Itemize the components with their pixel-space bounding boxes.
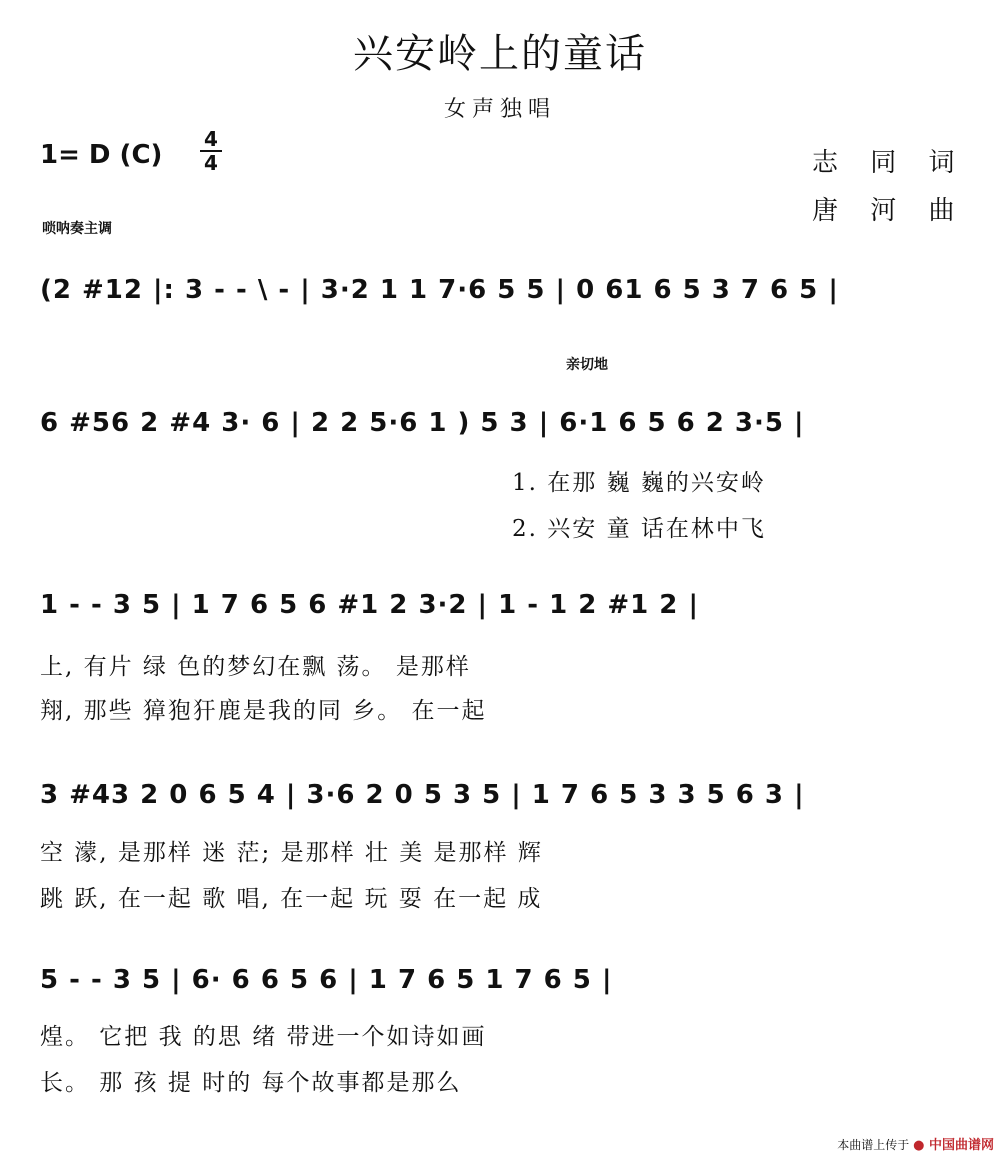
instrument-note: 唢呐奏主调: [42, 221, 112, 237]
lyric-line-5-verse-2: 长。 那 孩 提 时的 每个故事都是那么: [40, 1070, 462, 1096]
meter-bottom: 4: [200, 150, 222, 174]
score-line-1: (2 #12 |: 3 - - \ - | 3·2 1 1 7·6 5 5 | 0 61 6 5 3 7 6 5 |: [40, 275, 839, 305]
expression-mark: 亲切地: [566, 357, 608, 373]
time-signature: [200, 128, 222, 174]
site-logo[interactable]: ● 中国曲谱网: [913, 1138, 994, 1153]
lyric-line-4-verse-1: 空 濛, 是那样 迷 茫; 是那样 壮 美 是那样 辉: [40, 840, 543, 866]
key-signature: 1= D (C): [40, 140, 163, 170]
lyricist-credit: 志 同 词: [812, 148, 967, 178]
lyric-line-4-verse-2: 跳 跃, 在一起 歌 唱, 在一起 玩 耍 在一起 成: [40, 886, 543, 912]
lyric-line-3-verse-1: 上, 有片 绿 色的梦幻在飘 荡。 是那样: [40, 654, 471, 680]
score-line-2: 6 #56 2 #4 3· 6 | 2 2 5·6 1 ) 5 3 | 6·1 6 5 6 2 3·5 |: [40, 408, 805, 438]
footer-site-name: 中国曲谱网: [928, 1138, 994, 1153]
song-title: 兴安岭上的童话: [353, 31, 647, 77]
composer-credit: 唐 河 曲: [812, 196, 967, 226]
lyric-line-2-verse-2: 2. 兴安 童 话在林中飞: [512, 516, 766, 542]
song-subtitle: 女声独唱: [443, 97, 556, 122]
footer-upload-text: 本曲谱上传于: [837, 1138, 910, 1152]
footer: [837, 1134, 994, 1153]
score-line-4: 3 #43 2 0 6 5 4 | 3·6 2 0 5 3 5 | 1 7 6 5 3 3 5 6 3 |: [40, 780, 805, 810]
meter-top: 4: [204, 127, 218, 151]
score-line-3: 1 - - 3 5 | 1 7 6 5 6 #1 2 3·2 | 1 - 1 2 #1 2 |: [40, 590, 699, 620]
lyric-line-3-verse-2: 翔, 那些 獐狍犴鹿是我的同 乡。 在一起: [40, 698, 487, 724]
lyric-line-5-verse-1: 煌。 它把 我 的思 绪 带进一个如诗如画: [40, 1024, 487, 1050]
lyric-line-2-verse-1: 1. 在那 巍 巍的兴安岭: [512, 470, 766, 496]
score-line-5: 5 - - 3 5 | 6· 6 6 5 6 | 1 7 6 5 1 7 6 5 |: [40, 965, 613, 995]
